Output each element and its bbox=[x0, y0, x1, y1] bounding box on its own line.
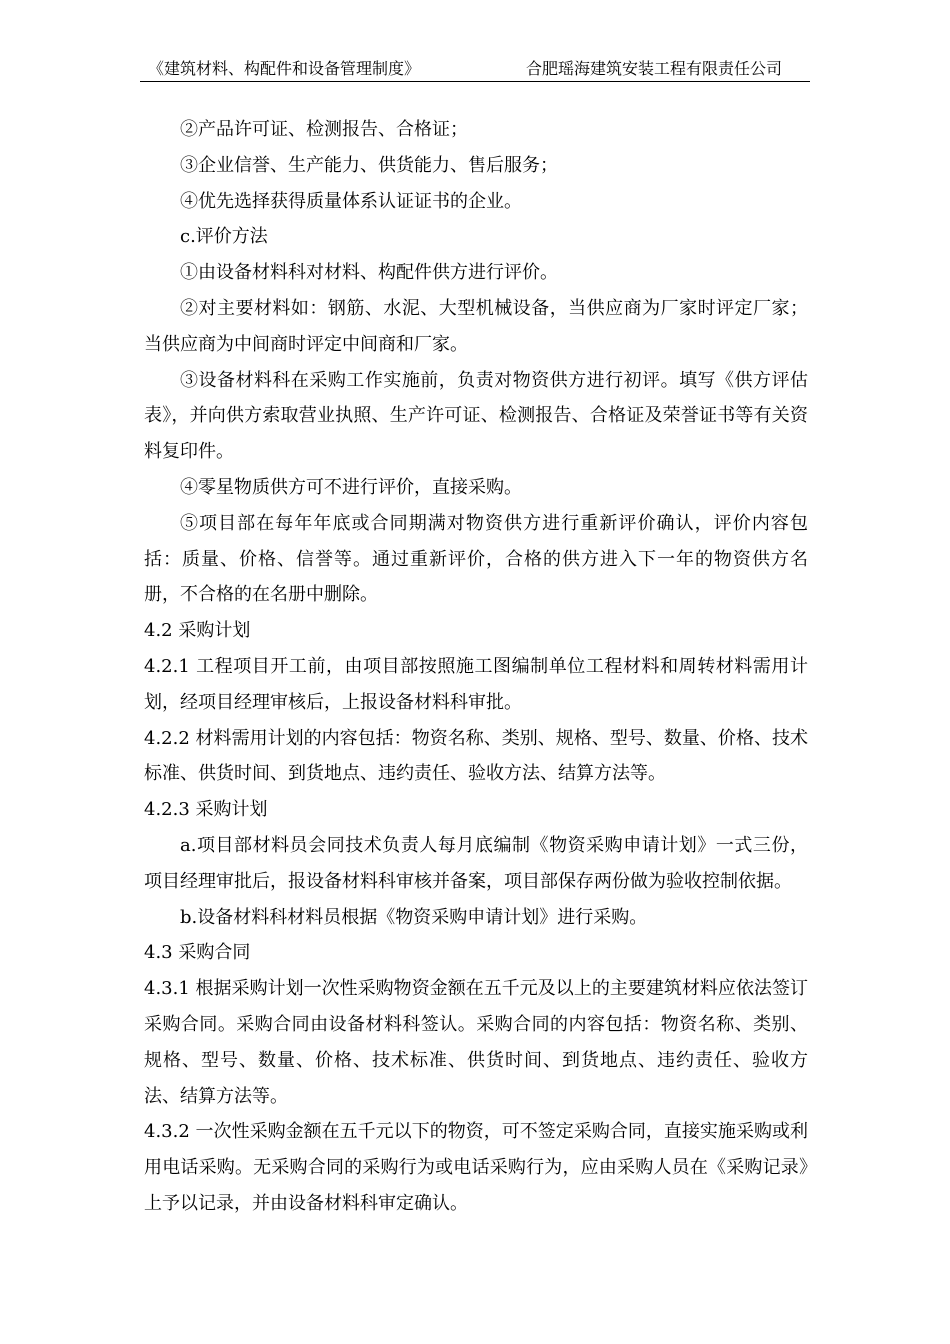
header-document-title: 《建筑材料、构配件和设备管理制度》 bbox=[148, 59, 421, 78]
clause-4-3-1: 4.3.1 根据采购计划一次性采购物资金额在五千元及以上的主要建筑材料应依法签订采购合同。采购合同由设备材料科签认。采购合同的内容包括：物资名称、类别、规格、型号、数量、价格、技术标准、供货时间、到货地点、违约责任、验收方法、结算方法等。 bbox=[144, 978, 808, 1107]
clause-4-2-3-b: b.设备材料科材料员根据《物资采购申请计划》进行采购。 bbox=[180, 906, 648, 928]
document-body bbox=[144, 112, 808, 1222]
list-item-initial-evaluation: ③设备材料科在采购工作实施前，负责对物资供方进行初评。填写《供方评估表》，并向供方索取营业执照、生产许可证、检测报告、合格证及荣誉证书等有关资料复印件。 bbox=[144, 369, 808, 463]
section-heading-purchase-contract: 4.3 采购合同 bbox=[144, 942, 251, 964]
header-company-name: 合肥瑶海建筑安装工程有限责任公司 bbox=[525, 59, 782, 78]
clause-4-3-2: 4.3.2 一次性采购金额在五千元以下的物资，可不签定采购合同，直接实施采购或利用电话采购。无采购合同的采购行为或电话采购行为，应由采购人员在《采购记录》上予以记录，并由设备材料科审定确认。 bbox=[144, 1121, 808, 1214]
list-item-annual-reevaluation: ⑤项目部在每年年底或合同期满对物资供方进行重新评价确认，评价内容包括：质量、价格、信誉等。通过重新评价，合格的供方进入下一年的物资供方名册，不合格的在名册中删除。 bbox=[144, 512, 808, 606]
list-item-quality-certification: ④优先选择获得质量体系认证证书的企业。 bbox=[180, 190, 522, 212]
list-item-enterprise-reputation: ③企业信誉、生产能力、供货能力、售后服务； bbox=[180, 154, 558, 176]
section-heading-purchase-plan: 4.2 采购计划 bbox=[144, 620, 251, 642]
list-item-small-suppliers: ④零星物质供方可不进行评价，直接采购。 bbox=[180, 476, 522, 498]
header-divider bbox=[140, 81, 810, 82]
page-header bbox=[140, 58, 810, 80]
list-item-product-license: ②产品许可证、检测报告、合格证； bbox=[180, 119, 468, 140]
list-item-main-materials: ②对主要材料如：钢筋、水泥、大型机械设备，当供应商为厂家时评定厂家；当供应商为中间商时评定中间商和厂家。 bbox=[144, 297, 808, 355]
clause-4-2-3-a: a.项目部材料员会同技术负责人每月底编制《物资采购申请计划》一式三份，项目经理审批后，报设备材料科审核并备案，项目部保存两份做为验收控制依据。 bbox=[144, 834, 808, 892]
clause-4-2-1: 4.2.1 工程项目开工前，由项目部按照施工图编制单位工程材料和周转材料需用计划，经项目经理审核后，上报设备材料科审批。 bbox=[144, 655, 808, 713]
clause-4-2-3-heading: 4.2.3 采购计划 bbox=[144, 799, 268, 821]
list-item-evaluation-by-department: ①由设备材料科对材料、构配件供方进行评价。 bbox=[180, 262, 558, 284]
subheading-evaluation-method: c.评价方法 bbox=[180, 226, 268, 248]
clause-4-2-2: 4.2.2 材料需用计划的内容包括：物资名称、类别、规格、型号、数量、价格、技术标准、供货时间、到货地点、违约责任、验收方法、结算方法等。 bbox=[144, 727, 808, 785]
